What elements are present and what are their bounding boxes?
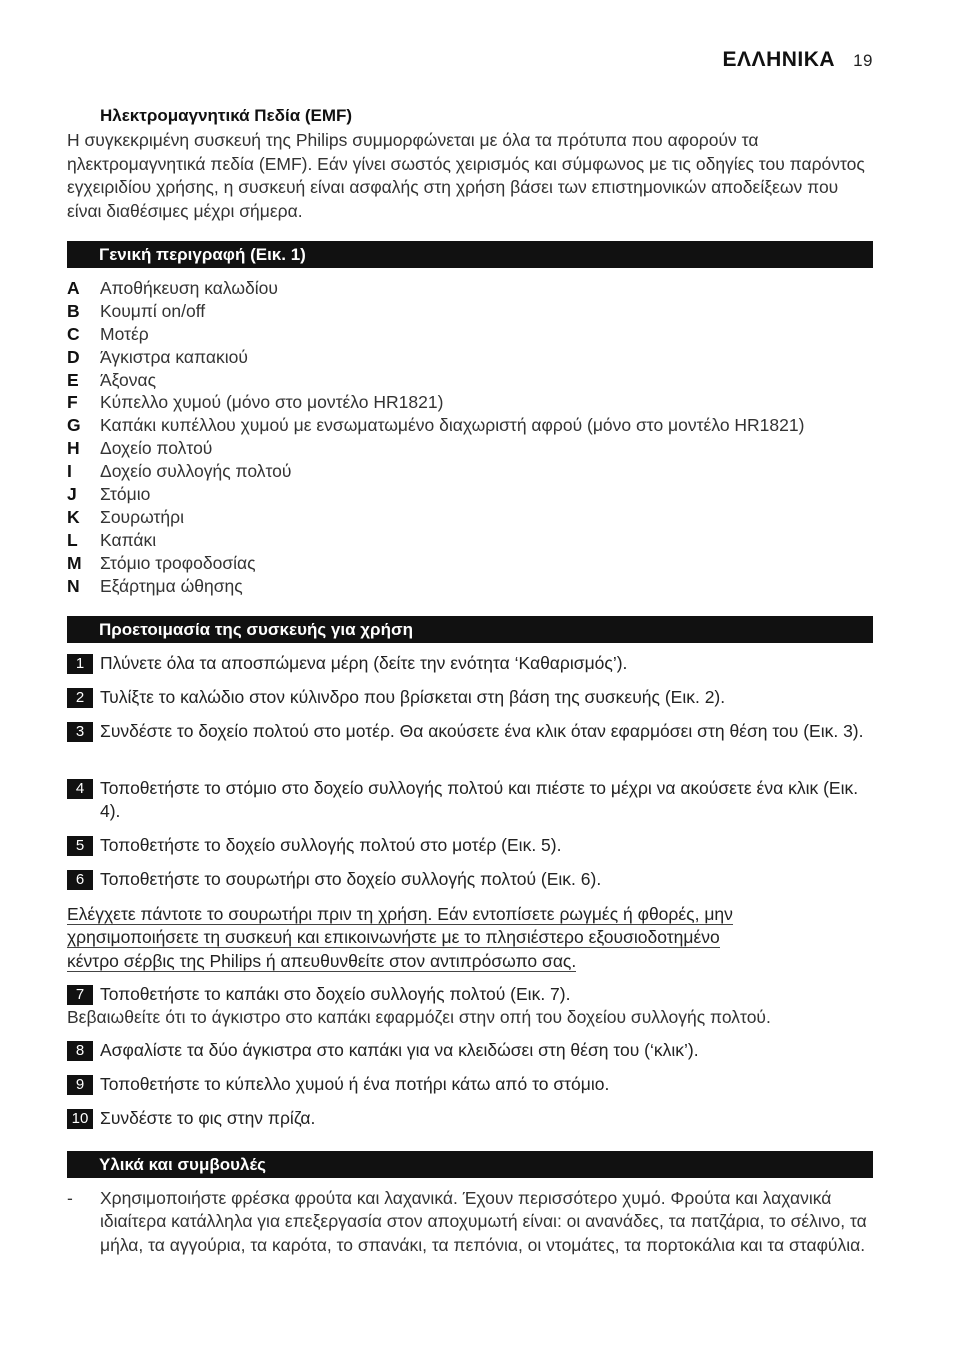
step-number: 5: [67, 836, 93, 856]
part-text: Δοχείο συλλογής πολτού: [100, 461, 292, 482]
parts-list: [67, 277, 887, 597]
part-letter: G: [67, 415, 81, 436]
part-text: Σουρωτήρι: [100, 506, 184, 527]
step-number: 9: [67, 1075, 93, 1095]
step-number: 7: [67, 985, 93, 1005]
step-text: Τοποθετήστε το κύπελλο χυμού ή ένα ποτήρι κάτω από το στόμιο.: [100, 1074, 610, 1094]
part-letter: C: [67, 323, 80, 344]
list-item: [67, 529, 887, 552]
part-letter: M: [67, 552, 82, 573]
list-item: [67, 300, 887, 323]
step-number: 10: [67, 1109, 93, 1129]
step-text: Ασφαλίστε τα δύο άγκιστρα στο καπάκι για να κλειδώσει στη θέση του (‘κλικ’).: [100, 1040, 699, 1060]
part-text: Άγκιστρα καπακιού: [100, 346, 248, 367]
list-item: [67, 483, 887, 506]
part-letter: E: [67, 369, 79, 390]
step-4: [67, 777, 873, 823]
step-text: Τοποθετήστε το σουρωτήρι στο δοχείο συλλογής πολτού (Εικ. 6).: [100, 869, 602, 889]
part-letter: H: [67, 438, 80, 459]
list-item: [67, 552, 887, 575]
step-3: [67, 720, 873, 743]
part-text: Κύπελλο χυμού (μόνο στο μοντέλο HR1821): [100, 392, 444, 413]
part-text: Μοτέρ: [100, 323, 149, 344]
part-letter: B: [67, 300, 80, 321]
list-item: [67, 414, 887, 437]
step-number: 6: [67, 870, 93, 890]
step-text: Τοποθετήστε το καπάκι στο δοχείο συλλογής πολτού (Εικ. 7).: [100, 984, 571, 1004]
warning-line: χρησιμοποιήσετε τη συσκευή και επικοινωνήστε με το πλησιέστερο εξουσιοδοτημένο: [67, 927, 720, 948]
step-10: [67, 1107, 873, 1130]
step-number: 8: [67, 1041, 93, 1061]
part-letter: J: [67, 484, 77, 505]
step-1: [67, 652, 873, 675]
list-item: [67, 575, 887, 598]
part-text: Άξονας: [100, 369, 157, 390]
step-number: 1: [67, 654, 93, 674]
list-item: [67, 460, 887, 483]
language-label: ΕΛΛΗΝΙΚΑ: [722, 48, 836, 71]
part-text: Καπάκι: [100, 529, 157, 550]
part-text: Κουμπί on/off: [100, 300, 206, 321]
step-text: Τοποθετήστε το δοχείο συλλογής πολτού στο μοτέρ (Εικ. 5).: [100, 835, 562, 855]
step-text: Πλύνετε όλα τα αποσπώμενα μέρη (δείτε την ενότητα ‘Καθαρισμός’).: [100, 653, 628, 673]
tip-text: Χρησιμοποιήστε φρέσκα φρούτα και λαχανικά. Έχουν περισσότερο χυμό. Φρούτα και λαχανικά ιδιαίτερα κατάλληλα για επεξεργασία στον αποχυμωτή είναι: οι ανανάδες, τα πατζάρια, το σέλινο, τα μήλα, τα αγγούρια, τα καρότα, το σπανάκι, τα πεπόνια, οι ντομάτες, τα πορτοκάλια και τα σταφύλια.: [100, 1188, 867, 1255]
list-item: [67, 391, 887, 414]
section-preparation: Προετοιμασία της συσκευής για χρήση: [67, 616, 873, 643]
emf-title: Ηλεκτρομαγνητικά Πεδία (EMF): [100, 106, 353, 125]
list-item: [67, 346, 887, 369]
list-item: [67, 369, 887, 392]
step-text: Τυλίξτε το καλώδιο στον κύλινδρο που βρίσκεται στη βάση της συσκευής (Εικ. 2).: [100, 687, 726, 707]
list-item: [67, 437, 887, 460]
list-item: [67, 277, 887, 300]
page-number: 19: [853, 51, 873, 70]
section-general-description: Γενική περιγραφή (Εικ. 1): [67, 241, 873, 268]
warning-notice: [67, 903, 873, 973]
step-5: [67, 834, 873, 857]
bullet-dash: -: [67, 1188, 73, 1208]
part-letter: I: [67, 461, 72, 482]
part-letter: N: [67, 575, 80, 596]
step-9: [67, 1073, 873, 1096]
emf-paragraph: Η συγκεκριμένη συσκευή της Philips συμμορφώνεται με όλα τα πρότυπα που αφορούν τα ηλεκτρομαγνητικά πεδία (EMF). Εάν γίνει σωστός χειρισμός και σύμφωνος με τις οδηγίες του παρόντος εγχειριδίου χρήσης, η συσκευή είναι ασφαλής στη χρήση βάσει των επιστημονικών αποδείξεων που είναι διαθέσιμες μέχρι σήμερα.: [67, 130, 865, 221]
step-number: 4: [67, 779, 93, 799]
list-item: [67, 506, 887, 529]
step-2: [67, 686, 873, 709]
warning-line: κέντρο σέρβις της Philips ή απευθυνθείτε στον αντιπρόσωπο σας.: [67, 950, 577, 971]
part-text: Αποθήκευση καλωδίου: [100, 278, 278, 298]
part-letter: D: [67, 346, 80, 367]
part-text: Στόμιο: [100, 484, 151, 505]
step-text: Τοποθετήστε το στόμιο στο δοχείο συλλογής πολτού και πιέστε το μέχρι να ακούσετε ένα κλικ (Εικ. 4).: [100, 778, 859, 821]
section-tips: Υλικά και συμβουλές: [67, 1151, 873, 1178]
part-letter: L: [67, 529, 78, 550]
part-text: Δοχείο πολτού: [100, 438, 213, 459]
step-number: 3: [67, 722, 93, 742]
step-6: [67, 868, 873, 891]
step-8: [67, 1039, 873, 1062]
part-text: Στόμιο τροφοδοσίας: [100, 552, 256, 573]
tip-item: [67, 1187, 873, 1257]
part-text: Εξάρτημα ώθησης: [100, 575, 243, 596]
step-7: [67, 983, 873, 1006]
step-text: Συνδέστε το φις στην πρίζα.: [100, 1108, 316, 1128]
page-header: [723, 48, 873, 72]
warning-line: Ελέγχετε πάντοτε το σουρωτήρι πριν τη χρήση. Εάν εντοπίσετε ρωγμές ή φθορές, μην: [67, 904, 733, 924]
part-letter: F: [67, 392, 78, 413]
part-text: Καπάκι κυπέλλου χυμού με ενσωματωμένο διαχωριστή αφρού (μόνο στο μοντέλο HR1821): [100, 415, 805, 436]
part-letter: K: [67, 506, 80, 527]
step-number: 2: [67, 688, 93, 708]
list-item: [67, 323, 887, 346]
step-7-note: Βεβαιωθείτε ότι το άγκιστρο στο καπάκι εφαρμόζει στην οπή του δοχείου συλλογής πολτού.: [67, 1007, 771, 1027]
step-text: Συνδέστε το δοχείο πολτού στο μοτέρ. Θα ακούσετε ένα κλικ όταν εφαρμόσει στη θέση του (Εικ. 3).: [100, 721, 864, 741]
part-letter: A: [67, 278, 80, 298]
